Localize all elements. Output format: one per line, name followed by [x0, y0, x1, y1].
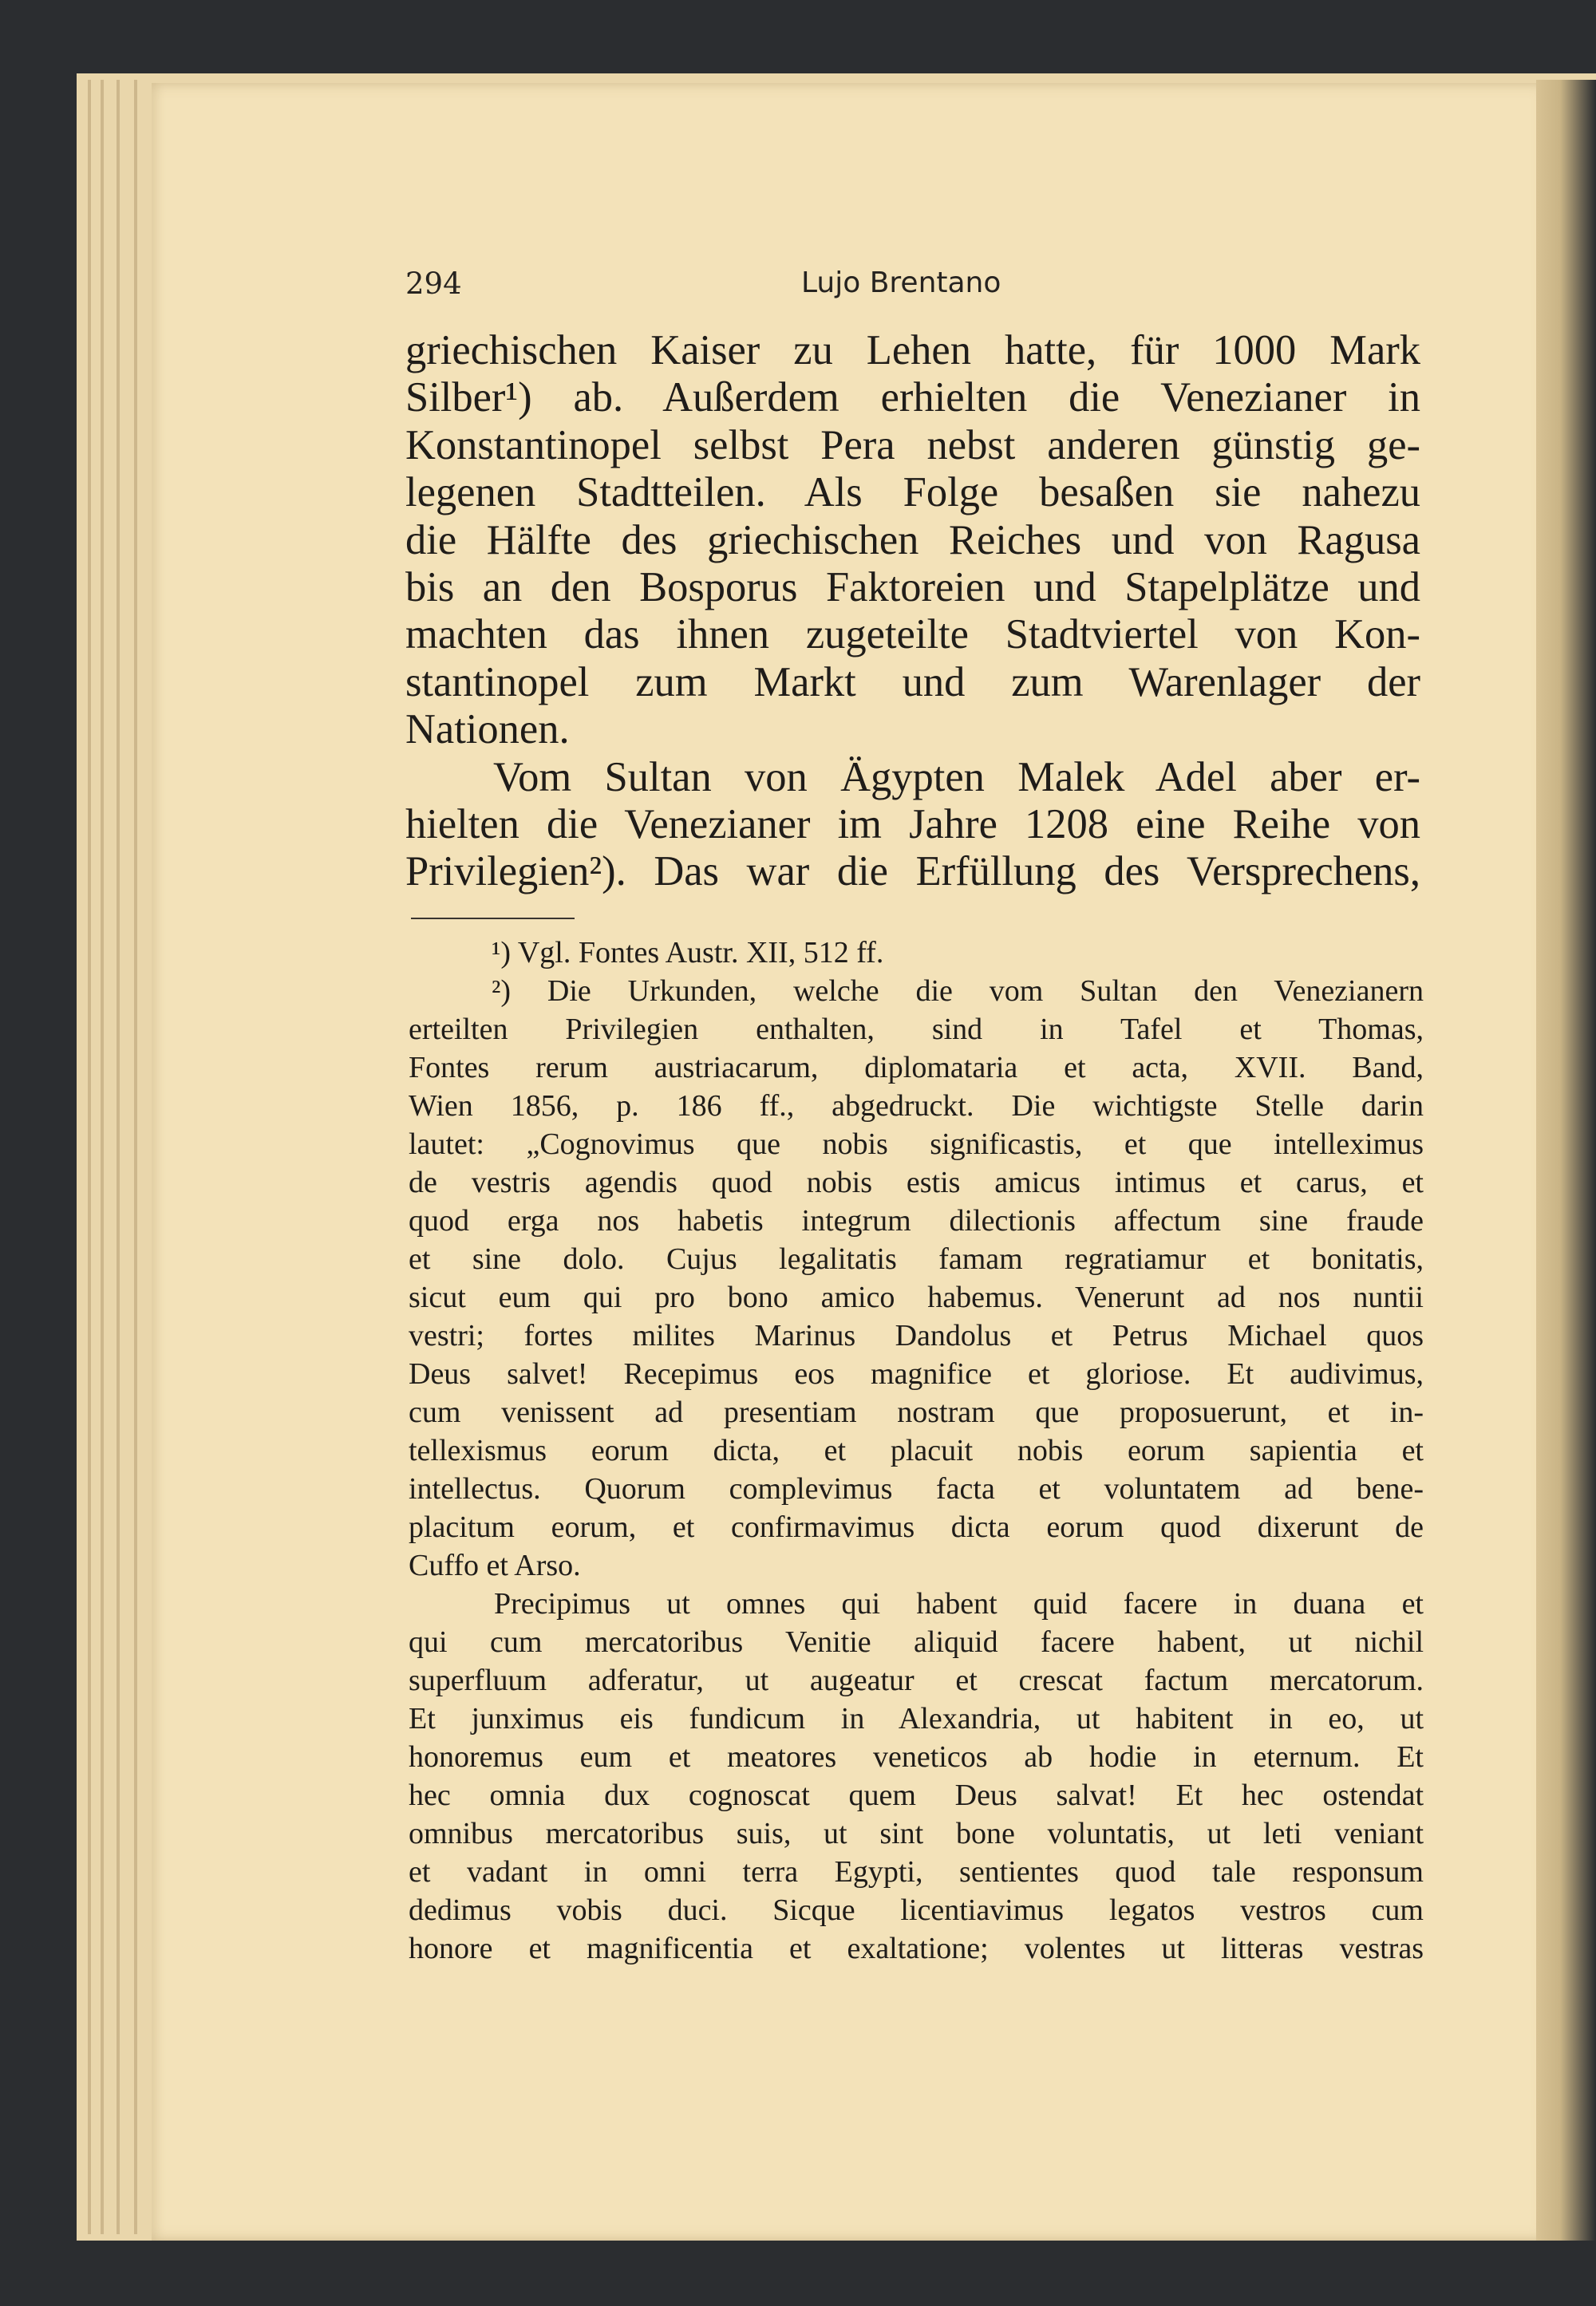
footnotes [409, 934, 1424, 1968]
running-head: Lujo Brentano [801, 267, 1001, 299]
footnote-line: erteilten Privilegien enthalten, sind in Tafel et Thomas, [409, 1013, 1424, 1046]
footnote-line: tellexismus eorum dicta, et placuit nobis eorum sapientia et [409, 1434, 1424, 1467]
footnote-line: dedimus vobis duci. Sicque licentiavimus legatos vestros cum [409, 1893, 1424, 1927]
text-line: legenen Stadtteilen. Als Folge besaßen sie nahezu [405, 469, 1420, 516]
footnote-line: de vestris agendis quod nobis estis amicus intimus et carus, et [409, 1166, 1424, 1199]
text-line: Konstantinopel selbst Pera nebst anderen günstig ge- [405, 421, 1420, 468]
text-line: machten das ihnen zugeteilte Stadtviertel von Kon- [405, 611, 1420, 658]
page-header [405, 267, 1420, 311]
main-text [405, 327, 1420, 896]
text-line: bis an den Bosporus Faktoreien und Stapelplätze und [405, 563, 1420, 610]
footnote-line: Precipimus ut omnes qui habent quid facere in duana et [494, 1587, 1424, 1621]
footnote-line: Fontes rerum austriacarum, diplomataria et acta, XVII. Band, [409, 1051, 1424, 1084]
footnote-line: Cuffo et Arso. [409, 1549, 581, 1582]
text-line: Silber¹) ab. Außerdem erhielten die Venezianer in [405, 374, 1420, 421]
footnote-line: Wien 1856, p. 186 ff., abgedruckt. Die wichtigste Stelle darin [409, 1089, 1424, 1123]
page-number: 294 [405, 267, 462, 301]
footnote-line: et sine dolo. Cujus legalitatis famam regratiamur et bonitatis, [409, 1242, 1424, 1276]
footnote-line: et vadant in omni terra Egypti, sentientes quod tale responsum [409, 1855, 1424, 1889]
footnote-line: honore et magnificentia et exaltatione; volentes ut litteras vestras [409, 1932, 1424, 1965]
text-line: Privilegien²). Das war die Erfüllung des Versprechens, [405, 848, 1420, 895]
page-edge-line [88, 80, 91, 2234]
footnote-line: superfluum adferatur, ut augeatur et crescat factum mercatorum. [409, 1664, 1424, 1697]
footnote-line: hec omnia dux cognoscat quem Deus salvat! Et hec ostendat [409, 1779, 1424, 1812]
text-line: hielten die Venezianer im Jahre 1208 eine Reihe von [405, 800, 1420, 847]
footnote-line: ¹) Vgl. Fontes Austr. XII, 512 ff. [492, 936, 884, 969]
text-line: stantinopel zum Markt und zum Warenlager der [405, 658, 1420, 705]
text-line: Nationen. [405, 706, 570, 753]
footnote-line: quod erga nos habetis integrum dilectionis affectum sine fraude [409, 1204, 1424, 1238]
page-edge-line [117, 80, 120, 2234]
footnote-line: lautet: „Cognovimus que nobis significastis, et que intelleximus [409, 1127, 1424, 1161]
footnote-line: Deus salvet! Recepimus eos magnifice et gloriose. Et audivimus, [409, 1357, 1424, 1391]
text-line: die Hälfte des griechischen Reiches und von Ragusa [405, 516, 1420, 563]
footnote-line: cum venissent ad presentiam nostram que proposuerunt, et in- [409, 1396, 1424, 1429]
binding-shadow [1536, 80, 1596, 2250]
footnote-line: ²) Die Urkunden, welche die vom Sultan den Venezianern [492, 974, 1424, 1008]
footnote-line: sicut eum qui pro bono amico habemus. Venerunt ad nos nuntii [409, 1281, 1424, 1314]
footnote-rule [411, 918, 575, 919]
footnote-line: qui cum mercatoribus Venitie aliquid facere habent, ut nichil [409, 1625, 1424, 1659]
footnote-line: placitum eorum, et confirmavimus dicta eorum quod dixerunt de [409, 1510, 1424, 1544]
text-line: griechischen Kaiser zu Lehen hatte, für 1000 Mark [405, 327, 1420, 373]
text-line: Vom Sultan von Ägypten Malek Adel aber er- [493, 753, 1420, 800]
page-edge-line [134, 80, 137, 2234]
footnote-line: intellectus. Quorum complevimus facta et voluntatem ad bene- [409, 1472, 1424, 1506]
footnote-line: Et junximus eis fundicum in Alexandria, ut habitent in eo, ut [409, 1702, 1424, 1735]
footnote-line: vestri; fortes milites Marinus Dandolus et Petrus Michael quos [409, 1319, 1424, 1352]
page-edge-line [101, 80, 104, 2234]
footnote-line: honoremus eum et meatores veneticos ab hodie in eternum. Et [409, 1740, 1424, 1774]
scan-background [77, 2241, 1596, 2306]
footnote-line: omnibus mercatoribus suis, ut sint bone voluntatis, ut leti veniant [409, 1817, 1424, 1850]
